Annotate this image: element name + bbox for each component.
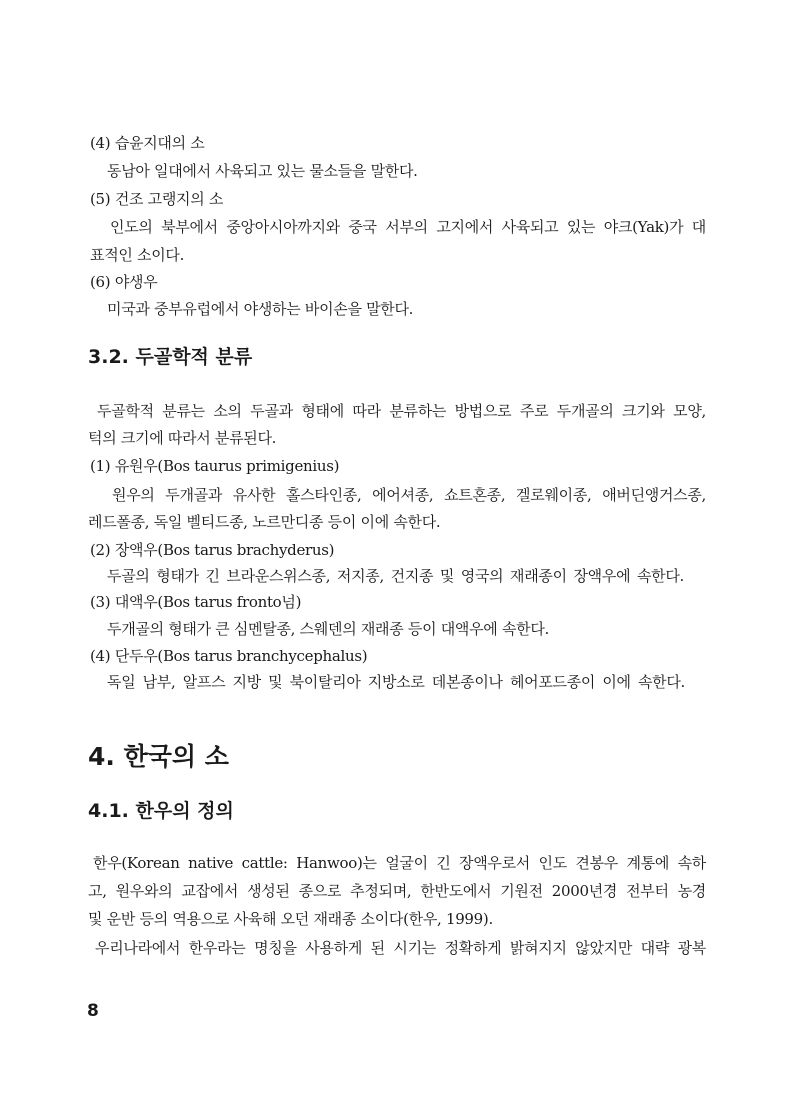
paragraph-line: 고, 원우와의 교잡에서 생성된 종으로 추정되며, 한반도에서 기원전 2000년경 전부터 농경 — [88, 882, 706, 900]
item-heading: (4) 단두우(Bos tarus branchycephalus) — [90, 647, 368, 665]
item-heading: (1) 유원우(Bos taurus primigenius) — [90, 457, 340, 475]
section-title: 3.2. 두골학적 분류 — [88, 346, 253, 368]
item-text: 원우의 두개골과 유사한 홀스타인종, 에어셔종, 쇼트혼종, 겔로웨이종, 애버딘앵거스종, — [112, 486, 706, 504]
section-title: 4.1. 한우의 정의 — [88, 800, 234, 822]
item-text: 인도의 북부에서 중앙아시아까지와 중국 서부의 고지에서 사육되고 있는 야크(Yak)가 대 — [110, 218, 706, 236]
item-heading: (3) 대액우(Bos tarus fronto넘) — [90, 593, 302, 611]
paragraph-line: 우리나라에서 한우라는 명칭을 사용하게 된 시기는 정확하게 밝혀지지 않았지만 대략 광복 — [95, 939, 706, 957]
item-heading: (6) 야생우 — [90, 273, 158, 291]
item-text: 동남아 일대에서 사육되고 있는 물소들을 말한다. — [107, 162, 418, 180]
page-number: 8 — [87, 1001, 99, 1021]
item-text: 미국과 중부유럽에서 야생하는 바이손을 말한다. — [107, 300, 414, 318]
item-text: 독일 남부, 알프스 지방 및 북이탈리아 지방소로 데본종이나 헤어포드종이 이에 속한다. — [107, 673, 685, 691]
item-text: 표적인 소이다. — [90, 246, 185, 264]
item-text: 레드폴종, 독일 벨티드종, 노르만디종 등이 이에 속한다. — [88, 513, 441, 531]
paragraph-line: 한우(Korean native cattle: Hanwoo)는 얼굴이 긴 장액우로서 인도 견봉우 계통에 속하 — [93, 854, 706, 872]
paragraph-line: 및 운반 등의 역용으로 사육해 오던 재래종 소이다(한우, 1999). — [88, 910, 493, 928]
paragraph-line: 두골학적 분류는 소의 두골과 형태에 따라 분류하는 방법으로 주로 두개골의 크기와 모양, — [97, 402, 706, 420]
item-heading: (5) 건조 고랭지의 소 — [90, 190, 224, 208]
chapter-title: 4. 한국의 소 — [88, 742, 229, 771]
item-text: 두골의 형태가 긴 브라운스위스종, 저지종, 건지종 및 영국의 재래종이 장액우에 속한다. — [107, 567, 684, 585]
paragraph-line: 턱의 크기에 따라서 분류된다. — [88, 429, 277, 447]
item-text: 두개골의 형태가 큰 심멘탈종, 스웨덴의 재래종 등이 대액우에 속한다. — [107, 620, 550, 638]
item-heading: (2) 장액우(Bos tarus brachyderus) — [90, 541, 335, 559]
item-heading: (4) 습윤지대의 소 — [90, 134, 205, 152]
